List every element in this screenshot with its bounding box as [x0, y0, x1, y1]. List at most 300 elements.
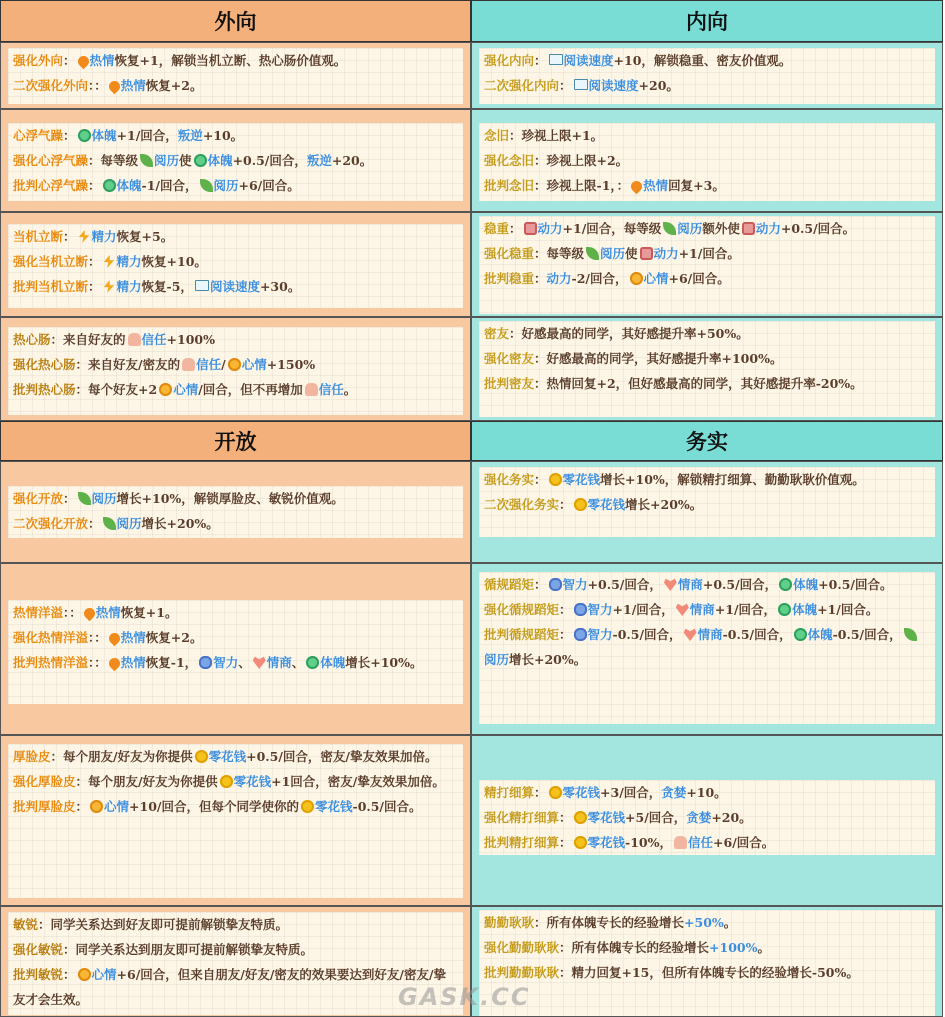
trait-panel-left-1: [8, 123, 463, 201]
fire-icon: [75, 54, 91, 70]
stat-name: 阅历: [91, 491, 117, 506]
trait-panel-left-4: [8, 486, 463, 538]
trait-name: 批判心浮气躁: [13, 178, 89, 193]
physique-icon: [779, 578, 792, 591]
stat-name: 零花钱: [562, 785, 601, 800]
trait-name: 二次强化内向: [484, 78, 560, 93]
fire-icon: [107, 79, 123, 95]
trait-name: 心浮气躁: [13, 128, 64, 143]
trait-name: 强化厚脸皮: [13, 774, 76, 789]
trait-line: [484, 467, 930, 492]
trait-text: ：珍视上限+1。: [509, 128, 604, 143]
trait-text: -0.5/回合，: [722, 627, 792, 642]
trait-text: ：来自好友/密友的: [75, 357, 181, 372]
stat-name: 体魄: [793, 577, 819, 592]
eq-icon: [684, 628, 697, 641]
trait-text: ：: [559, 810, 572, 825]
header-introvert-label: 内向: [686, 10, 728, 34]
trait-name: 批判厚脸皮: [13, 799, 76, 814]
trait-text: +1/回合，: [116, 128, 178, 143]
stat-name: 精力: [91, 229, 117, 244]
brain-icon: [574, 628, 587, 641]
trait-panel-right-7: [479, 910, 935, 1016]
trait-line: [13, 600, 458, 625]
trait-panel-left-2: [8, 224, 463, 308]
trait-text: +30。: [259, 279, 301, 294]
trait-line: [484, 48, 930, 73]
trait-text: +6/回合。: [713, 835, 775, 850]
trait-line: [484, 830, 930, 855]
stat-name: 热情: [643, 178, 669, 193]
trait-name: 批判稳重: [484, 271, 535, 286]
mood-icon: [159, 383, 172, 396]
stat-name: 阅读速度: [209, 279, 260, 294]
trait-text: ：同学关系达到朋友即可提前解锁挚友特质。: [63, 942, 314, 957]
trait-text: +10/回合，但每个同学使你的: [129, 799, 299, 814]
stat-name: 智力: [213, 655, 239, 670]
book-icon: [195, 280, 209, 291]
trait-name: 稳重: [484, 221, 510, 236]
trait-name: 批判密友: [484, 376, 535, 391]
trait-text: /回合，但不再增加: [198, 382, 303, 397]
trait-line: [13, 769, 458, 794]
trait-panel-left-7: [8, 912, 463, 1015]
stat-name: 零花钱: [587, 497, 626, 512]
trait-text: +1/回合，: [714, 602, 777, 617]
trait-name: 批判当机立断: [13, 279, 89, 294]
brain-icon: [549, 578, 562, 591]
trait-line: [484, 780, 930, 805]
stat-name: 动力: [755, 221, 781, 236]
coin-icon: [549, 473, 562, 486]
trait-name: 强化务实: [484, 472, 535, 487]
trait-name: 批判精打细算: [484, 835, 560, 850]
watermark: GASK.CC: [398, 983, 531, 1011]
trait-text: /: [221, 357, 226, 372]
leaf-icon: [78, 492, 91, 505]
header-open: [0, 421, 471, 461]
trait-text: +20。: [331, 153, 373, 168]
fire-icon: [107, 656, 123, 672]
mood-icon: [78, 968, 91, 981]
stat-name: 阅历: [677, 221, 703, 236]
stat-name: 情商: [266, 655, 292, 670]
trait-panel-right-2: [479, 216, 935, 314]
trait-name: 精打细算: [484, 785, 535, 800]
cell-left-6: [0, 735, 471, 906]
stat-name: 贪婪: [686, 810, 712, 825]
trait-text: ：: [63, 967, 76, 982]
stat-name: 零花钱: [314, 799, 353, 814]
trait-line: [484, 805, 930, 830]
trust-icon: [182, 358, 195, 371]
cell-right-7: [471, 906, 943, 1017]
trait-text: +150%: [266, 357, 316, 372]
trait-text: ：: [88, 254, 101, 269]
trait-line: [484, 960, 930, 985]
trait-name: 二次强化外向: [13, 78, 89, 93]
trait-text: ：: [509, 221, 522, 236]
trait-text: ：: [559, 497, 572, 512]
stat-name: 信任: [141, 332, 167, 347]
trait-panel-right-3: [479, 321, 935, 417]
trait-text: +20。: [638, 78, 679, 93]
book-icon: [574, 79, 588, 90]
trait-text: ：: [534, 472, 547, 487]
trait-name: 二次强化务实: [484, 497, 560, 512]
coin-icon: [195, 750, 208, 763]
trait-line: [484, 910, 930, 935]
bolt-icon: [103, 255, 116, 268]
trait-line: [484, 492, 930, 517]
stat-name: 智力: [562, 577, 588, 592]
trait-name: 批判敏锐: [13, 967, 64, 982]
stat-name: 零花钱: [587, 810, 626, 825]
header-practical: [471, 421, 943, 461]
trait-name: 强化精打细算: [484, 810, 560, 825]
trait-text: ：: [559, 78, 572, 93]
trait-name: 热情洋溢: [13, 605, 64, 620]
header-introvert: [471, 0, 943, 42]
cell-right-0: [471, 42, 943, 109]
trait-text: -0.5/回合，: [612, 627, 682, 642]
trait-line: [13, 48, 458, 73]
trait-name: 批判循规蹈矩: [484, 627, 560, 642]
stat-name: 叛逆: [306, 153, 332, 168]
physique-icon: [778, 603, 791, 616]
trait-text: +0.5/回合。: [780, 221, 856, 236]
trait-text: 增长+20%。: [509, 652, 587, 667]
leaf-icon: [663, 222, 676, 235]
stat-name: 零花钱: [208, 749, 247, 764]
trait-text: ：每个朋友/好友为你提供: [50, 749, 193, 764]
book-icon: [549, 54, 563, 65]
stat-name: 阅读速度: [588, 78, 639, 93]
trait-line: [13, 352, 458, 377]
drive-icon: [640, 247, 653, 260]
trait-line: [484, 597, 930, 622]
trait-text: +10。: [202, 128, 244, 143]
stat-name: 动力: [537, 221, 563, 236]
trait-name: 批判念旧: [484, 178, 535, 193]
physique-icon: [103, 179, 116, 192]
trait-text: +1/回合。: [817, 602, 879, 617]
trait-text: -10%，: [625, 835, 673, 850]
trait-text: ：珍视上限-1，：: [534, 178, 630, 193]
trait-text: +6/回合。: [668, 271, 730, 286]
trait-text: 使: [625, 246, 638, 261]
trait-name: 热心肠: [13, 332, 51, 347]
trait-text: -2/回合，: [571, 271, 628, 286]
bolt-icon: [78, 230, 91, 243]
trait-line: [13, 744, 458, 769]
eq-icon: [664, 578, 677, 591]
physique-icon: [78, 129, 91, 142]
trait-line: [13, 123, 458, 148]
trait-text: ：每等级: [534, 246, 585, 261]
stat-name: 体魄: [792, 602, 818, 617]
trait-text: 恢复+1，解锁当机立断、热心肠价值观。: [114, 53, 347, 68]
trait-panel-left-5: [8, 600, 463, 704]
trait-name: 批判勤勤耿耿: [484, 965, 560, 980]
stat-name: 热情: [120, 630, 146, 645]
cell-left-1: [0, 109, 471, 212]
header-extrovert-label: 外向: [214, 10, 257, 34]
trait-text: ：每个好友+2: [75, 382, 158, 397]
trait-text: ：好感最高的同学，其好感提升率+50%。: [509, 326, 749, 341]
stat-name: 精力: [116, 279, 142, 294]
trait-text: ：: [559, 602, 572, 617]
trait-text: +10，解锁稳重、密友价值观。: [613, 53, 792, 68]
brain-icon: [574, 603, 587, 616]
trait-text: 增长+10%。: [345, 655, 423, 670]
stat-name: 体魄: [320, 655, 346, 670]
trait-line: [484, 148, 930, 173]
trait-panel-left-3: [8, 327, 463, 415]
trait-name: 强化密友: [484, 351, 535, 366]
coin-icon: [301, 800, 314, 813]
stat-name: 体魄: [207, 153, 233, 168]
trait-line: [484, 123, 930, 148]
trait-name: 批判热心肠: [13, 382, 76, 397]
cell-right-6: [471, 735, 943, 906]
trait-text: 、: [291, 655, 305, 670]
cell-right-1: [471, 109, 943, 212]
trait-line: [484, 321, 930, 346]
trait-line: [484, 572, 930, 597]
trait-text: ：: [63, 491, 76, 506]
trait-line: [13, 962, 458, 1012]
trait-text: ：: [63, 128, 76, 143]
trait-panel-right-4: [479, 467, 935, 537]
stat-name: 阅历: [116, 516, 142, 531]
trait-name: 强化热心肠: [13, 357, 76, 372]
trait-text: ：: [534, 785, 547, 800]
trait-text: ：: [63, 53, 76, 68]
trait-text: ：来自好友的: [50, 332, 126, 347]
drive-icon: [742, 222, 755, 235]
trait-text: ：: [559, 627, 572, 642]
trait-text: ：珍视上限+2。: [534, 153, 629, 168]
stat-name: 信任: [688, 835, 714, 850]
trait-text: 增长+10%，解锁精打细算、勤勤耿耿价值观。: [600, 472, 865, 487]
trait-line: [13, 486, 458, 511]
fire-icon: [107, 631, 123, 647]
trait-name: 敏锐: [13, 917, 39, 932]
trait-panel-left-0: [8, 48, 463, 104]
header-extrovert: [0, 0, 471, 42]
trait-line: [484, 266, 930, 291]
coin-icon: [220, 775, 233, 788]
stat-name: 情商: [689, 602, 715, 617]
trait-line: [13, 794, 458, 819]
trait-line: [13, 73, 458, 98]
coin-icon: [549, 786, 562, 799]
coin-icon: [574, 498, 587, 511]
trait-line: [484, 935, 930, 960]
trait-text: 回复+3。: [668, 178, 725, 193]
trait-text: +1/回合，每等级: [562, 221, 662, 236]
trust-icon: [674, 836, 687, 849]
trait-text: +20。: [711, 810, 752, 825]
trait-text: 、: [238, 655, 251, 670]
stat-name: 信任: [196, 357, 222, 372]
stat-name: 心情: [91, 967, 117, 982]
stat-name: 心情: [173, 382, 199, 397]
trait-line: [13, 173, 458, 198]
leaf-icon: [140, 154, 153, 167]
trait-name: 强化当机立断: [13, 254, 89, 269]
stat-name: 阅历: [600, 246, 626, 261]
cell-left-0: [0, 42, 471, 109]
trait-text: +0.5/回合，: [232, 153, 307, 168]
trait-text: 恢复-5，: [141, 279, 193, 294]
stat-name: 体魄: [116, 178, 142, 193]
trait-text: +3/回合，: [600, 785, 662, 800]
trait-text: ：：: [88, 78, 107, 93]
trait-text: 增长+20%。: [625, 497, 703, 512]
trait-line: [13, 511, 458, 536]
trait-text: ：: [88, 178, 101, 193]
stat-name: 信任: [318, 382, 344, 397]
trait-line: [13, 937, 458, 962]
trait-text: ：: [88, 516, 101, 531]
trait-name: 强化心浮气躁: [13, 153, 89, 168]
eq-icon: [253, 656, 266, 669]
trait-text: ：: [534, 271, 547, 286]
coin-icon: [574, 836, 587, 849]
trait-text: +1/回合，: [612, 602, 674, 617]
stat-name: 叛逆: [177, 128, 203, 143]
stat-name: 心情: [643, 271, 669, 286]
trait-text: ：精力回复+15，但所有体魄专长的经验增长-50%。: [559, 965, 859, 980]
stat-name: 智力: [587, 627, 613, 642]
trait-name: 念旧: [484, 128, 510, 143]
trait-text: -1/回合，: [141, 178, 198, 193]
trait-name: 强化勤勤耿耿: [484, 940, 560, 955]
trait-text: +10。: [686, 785, 727, 800]
trait-line: [13, 650, 458, 675]
physique-icon: [794, 628, 807, 641]
eq-icon: [676, 603, 689, 616]
trait-text: +0.5/回合。: [818, 577, 893, 592]
leaf-icon: [200, 179, 213, 192]
cell-left-3: [0, 317, 471, 421]
trait-name: 强化开放: [13, 491, 64, 506]
trait-text: ：所有体魄专长的经验增长: [559, 940, 710, 955]
fire-icon: [82, 606, 98, 622]
cell-left-2: [0, 212, 471, 317]
stat-name: 心情: [241, 357, 267, 372]
trait-name: 循规蹈矩: [484, 577, 535, 592]
coin-icon: [574, 811, 587, 824]
trait-text: ：: [75, 799, 89, 814]
trait-text: 额外使: [702, 221, 740, 236]
trait-name: 强化敏锐: [13, 942, 64, 957]
stat-name: 零花钱: [562, 472, 601, 487]
trait-line: [484, 73, 930, 98]
cell-right-3: [471, 317, 943, 421]
stat-name: 动力: [653, 246, 679, 261]
trait-name: 勤勤耿耿: [484, 915, 535, 930]
stat-name: 热情: [120, 78, 146, 93]
stat-name: 阅读速度: [563, 53, 614, 68]
trait-name: 强化内向: [484, 53, 535, 68]
stat-name: 阅历: [213, 178, 239, 193]
trait-line: [484, 173, 930, 198]
trait-line: [484, 371, 930, 396]
stat-name: 动力: [546, 271, 572, 286]
trait-line: [13, 377, 458, 402]
trait-name: 批判热情洋溢: [13, 655, 89, 670]
trait-panel-right-0: [479, 48, 935, 104]
trait-text: +0.5/回合，: [702, 577, 778, 592]
trait-panel-left-6: [8, 744, 463, 898]
trait-text: ：: [88, 279, 101, 294]
trait-text: ：每个朋友/好友为你提供: [75, 774, 218, 789]
header-practical-label: 务实: [686, 430, 728, 454]
brain-icon: [199, 656, 212, 669]
trait-name: 强化热情洋溢: [13, 630, 89, 645]
stat-name: 热情: [120, 655, 146, 670]
trait-text: +1/回合。: [678, 246, 740, 261]
trait-name: 强化外向: [13, 53, 64, 68]
trait-text: +1回合，密友/挚友效果加倍。: [271, 774, 445, 789]
trait-panel-right-1: [479, 123, 935, 201]
cell-right-4: [471, 461, 943, 563]
leaf-icon: [103, 517, 116, 530]
stat-name: 零花钱: [587, 835, 626, 850]
trait-text: ：：: [88, 630, 107, 645]
trait-name: 强化念旧: [484, 153, 535, 168]
trait-text: 增长+20%。: [141, 516, 219, 531]
trait-text: +6/回合，但来自朋友/好友/密友的效果要达到好友/密友/挚友才会生效。: [13, 967, 447, 1007]
trait-text: ：：: [88, 655, 107, 670]
trait-line: [13, 249, 458, 274]
trait-line: [484, 622, 930, 672]
stat-name: 心情: [104, 799, 130, 814]
trait-name: 厚脸皮: [13, 749, 51, 764]
trust-icon: [305, 383, 318, 396]
trait-panel-right-6: [479, 780, 935, 855]
trait-text: ：同学关系达到好友即可提前解锁挚友特质。: [38, 917, 289, 932]
trait-line: [484, 241, 930, 266]
trait-text: 恢复+2。: [145, 78, 203, 93]
trait-text: ：: [534, 53, 547, 68]
trait-text: +0.5/回合，密友/挚友效果加倍。: [246, 749, 438, 764]
trait-text: 恢复+10。: [141, 254, 207, 269]
bolt-icon: [103, 280, 116, 293]
cell-right-2: [471, 212, 943, 317]
trait-line: [13, 327, 458, 352]
stat-name: 热情: [89, 53, 115, 68]
trait-text: ：：: [63, 605, 82, 620]
trait-text: +0.5/回合，: [587, 577, 662, 592]
trait-text: 恢复+1。: [120, 605, 178, 620]
trait-name: 密友: [484, 326, 510, 341]
mood-icon: [90, 800, 103, 813]
trait-line: [484, 216, 930, 241]
trait-text: -0.5/回合，: [832, 627, 902, 642]
trait-text: +6/回合。: [238, 178, 300, 193]
trait-text: 恢复+5。: [116, 229, 174, 244]
stat-name: 体魄: [91, 128, 117, 143]
trait-text: 恢复-1，: [145, 655, 198, 670]
leaf-icon: [586, 247, 599, 260]
trait-text: 。: [723, 915, 737, 930]
trait-panel-right-5: [479, 572, 935, 724]
trait-text: 增长+10%，解锁厚脸皮、敏锐价值观。: [116, 491, 344, 506]
